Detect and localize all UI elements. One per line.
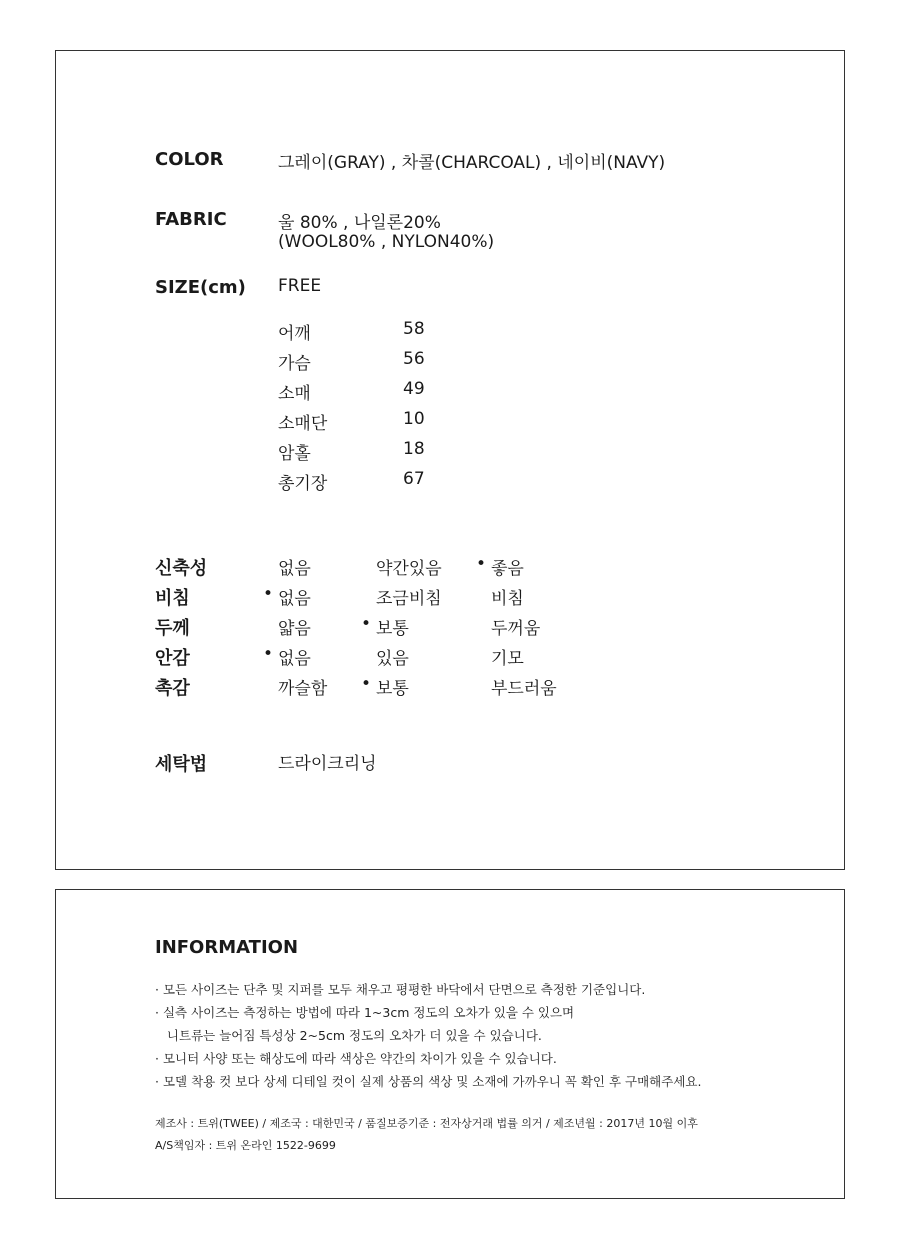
size-row-value: 56 — [403, 349, 425, 369]
fabric-label: FABRIC — [155, 209, 227, 230]
size-type: FREE — [278, 276, 322, 296]
size-row-name: 가슴 — [278, 354, 311, 374]
property-label: 촉감 — [155, 678, 190, 699]
property-label: 신축성 — [155, 558, 208, 579]
color-value: 그레이(GRAY) , 차콜(CHARCOAL) , 네이비(NAVY) — [278, 153, 666, 173]
maker-info: 제조사 : 트위(TWEE) / 제조국 : 대한민국 / 품질보증기준 : 전자상거래 법률 의거 / 제조년월 : 2017년 10월 이후 — [155, 1117, 698, 1130]
color-label: COLOR — [155, 149, 224, 170]
property-option: 보통 — [376, 619, 409, 639]
wash-label: 세탁법 — [155, 754, 208, 775]
size-row-value: 49 — [403, 379, 425, 399]
property-option: 두꺼움 — [491, 619, 541, 639]
property-option: 없음 — [278, 589, 311, 609]
product-spec-panel — [55, 50, 845, 870]
size-row-value: 67 — [403, 469, 425, 489]
size-row-value: 58 — [403, 319, 425, 339]
property-option: 있음 — [376, 649, 409, 669]
selected-bullet-icon: • — [361, 614, 372, 634]
information-title: INFORMATION — [155, 937, 299, 958]
size-row-value: 10 — [403, 409, 425, 429]
property-label: 안감 — [155, 648, 190, 669]
size-row-value: 18 — [403, 439, 425, 459]
selected-bullet-icon: • — [263, 584, 274, 604]
size-label: SIZE(cm) — [155, 277, 246, 298]
property-option: 좋음 — [491, 559, 524, 579]
size-row-name: 어깨 — [278, 324, 311, 344]
property-label: 두께 — [155, 618, 190, 639]
property-option: 약간있음 — [376, 559, 442, 579]
info-note: · 실측 사이즈는 측정하는 방법에 따라 1~3cm 정도의 오차가 있을 수 있으며 — [155, 1005, 575, 1020]
info-note: · 모델 착용 컷 보다 상세 디테일 컷이 실제 상품의 색상 및 소재에 가까우니 꼭 확인 후 구매해주세요. — [155, 1074, 702, 1089]
size-row-name: 소매 — [278, 384, 311, 404]
selected-bullet-icon: • — [361, 674, 372, 694]
property-option: 없음 — [278, 649, 311, 669]
size-row-name: 총기장 — [278, 474, 328, 494]
property-option: 비침 — [491, 589, 524, 609]
selected-bullet-icon: • — [263, 644, 274, 664]
fabric-value-line2: (WOOL80% , NYLON40%) — [278, 232, 495, 252]
as-contact: A/S책임자 : 트위 온라인 1522-9699 — [155, 1139, 336, 1152]
size-row-name: 소매단 — [278, 414, 328, 434]
wash-value: 드라이크리닝 — [278, 754, 377, 774]
property-option: 없음 — [278, 559, 311, 579]
info-note: 니트류는 늘어짐 특성상 2~5cm 정도의 오차가 더 있을 수 있습니다. — [155, 1028, 542, 1043]
property-option: 까슬함 — [278, 679, 328, 699]
selected-bullet-icon: • — [476, 554, 487, 574]
property-option: 부드러움 — [491, 679, 557, 699]
fabric-value-line1: 울 80% , 나일론20% — [278, 213, 441, 233]
size-row-name: 암홀 — [278, 444, 311, 464]
info-note: · 모니터 사양 또는 해상도에 따라 색상은 약간의 차이가 있을 수 있습니다. — [155, 1051, 557, 1066]
property-label: 비침 — [155, 588, 190, 609]
info-note: · 모든 사이즈는 단추 및 지퍼를 모두 채우고 평평한 바닥에서 단면으로 측정한 기준입니다. — [155, 982, 646, 997]
property-option: 조금비침 — [376, 589, 442, 609]
property-option: 보통 — [376, 679, 409, 699]
property-option: 얇음 — [278, 619, 311, 639]
property-option: 기모 — [491, 649, 524, 669]
